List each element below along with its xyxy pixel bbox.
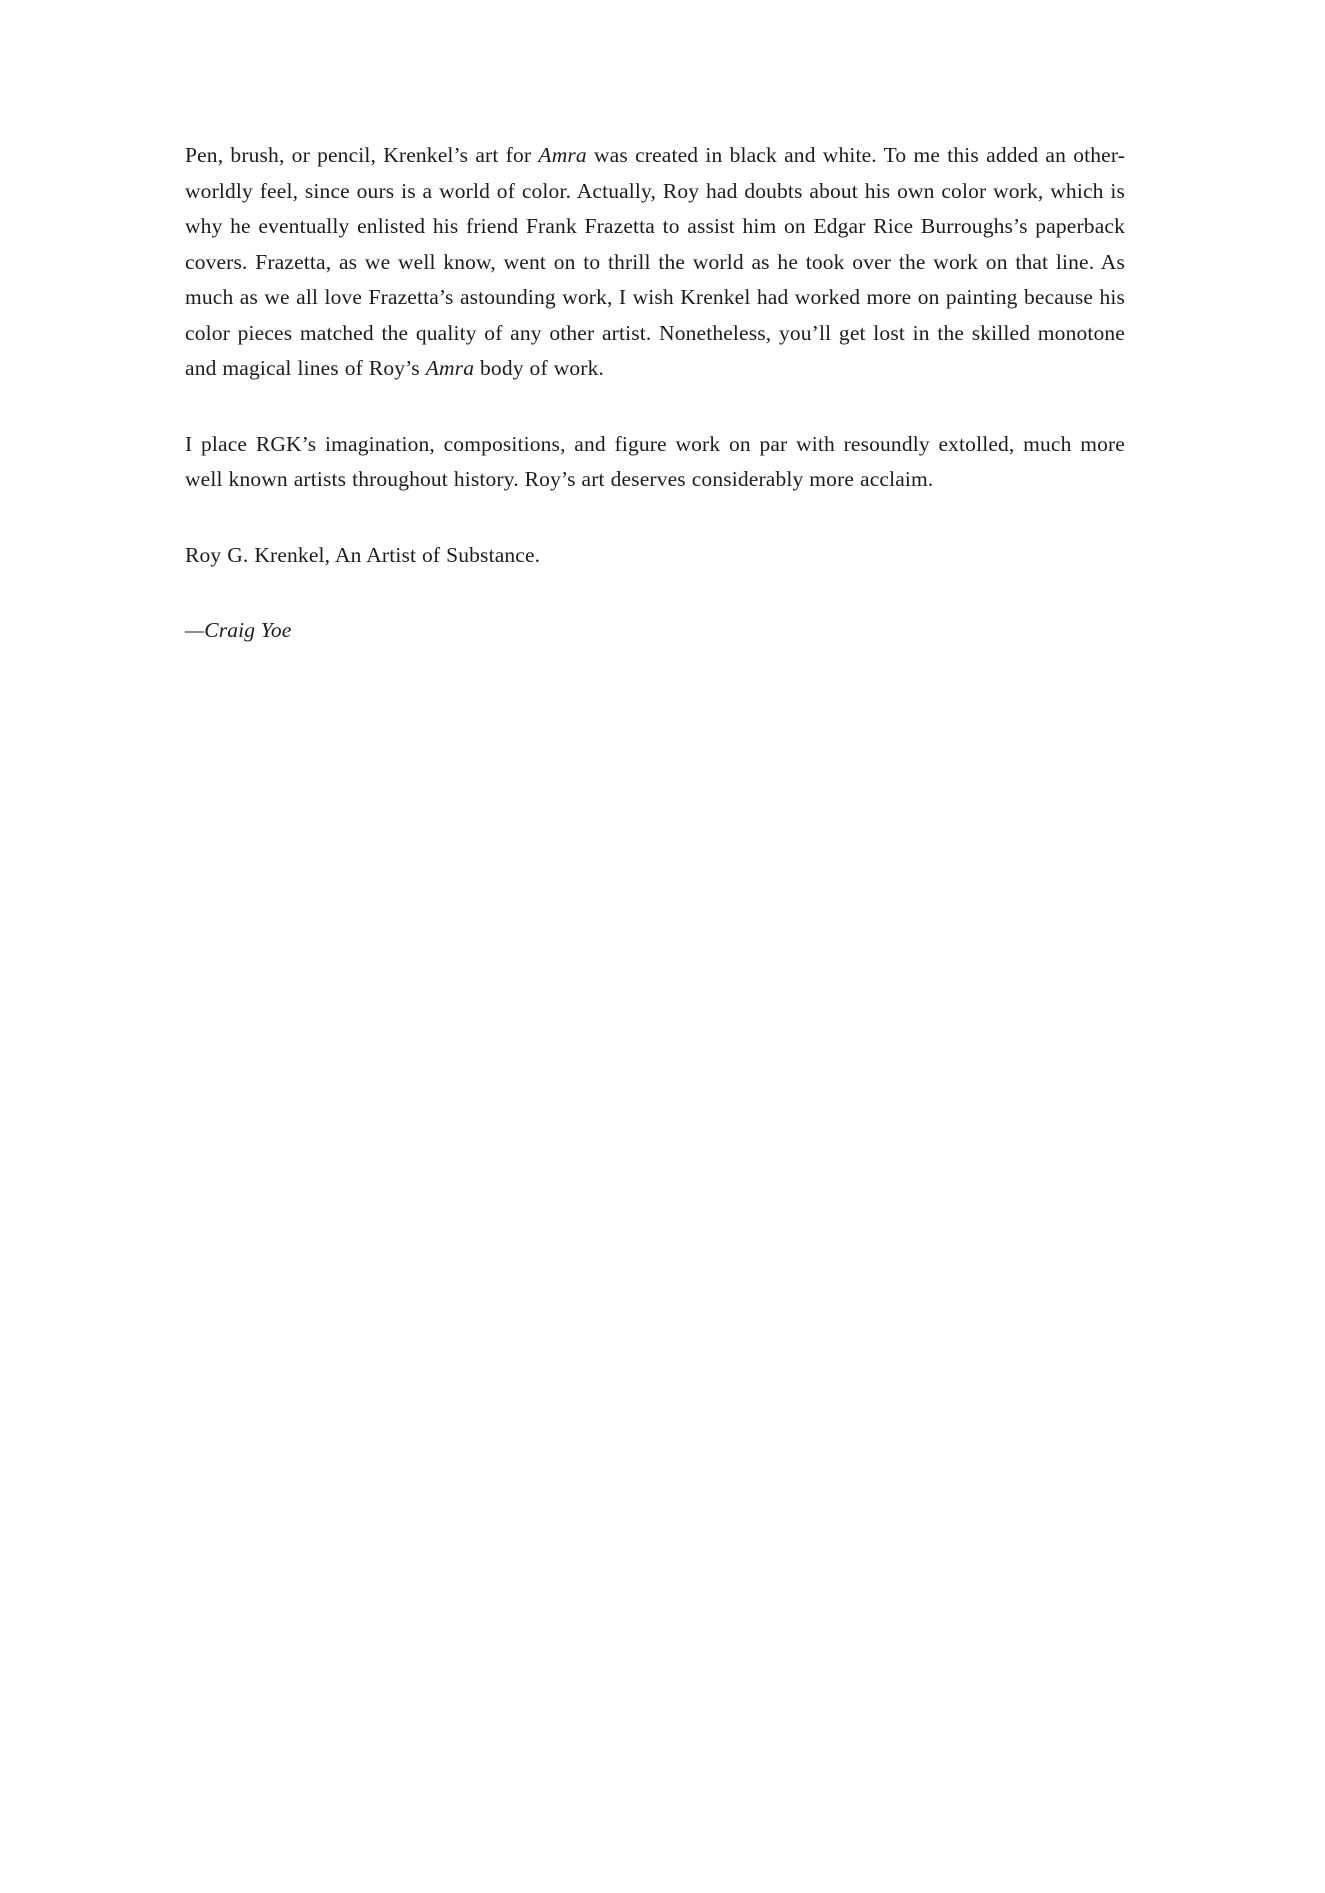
paragraph-1 — [185, 138, 1125, 387]
paragraph-3-title-line: Roy G. Krenkel, An Artist of Substance. — [185, 542, 541, 567]
paragraph-1-text-b: was created in black and white. To me this added an other-worldly feel, since ours is a world of color. Actually, Roy had doubts about his own color work, which is why he eventually enlisted his friend Frank Frazetta to assist him on Edgar Rice Burroughs’s paperback covers. Frazetta, as we well know, went on to thrill the world as he took over the work on that line. As much as we all love Frazetta’s astounding work, I wish Krenkel had worked more on painting because his color pieces matched the quality of any other artist. Nonetheless, you’ll get lost in the skilled monotone and magical lines of Roy’s — [185, 143, 1126, 380]
body-text-column — [185, 138, 1125, 649]
paragraph-1-text-c: body of work. — [474, 356, 605, 380]
paragraph-1-text-a: Pen, brush, or pencil, Krenkel’s art for — [185, 143, 539, 167]
paragraph-2: I place RGK’s imagination, compositions, and figure work on par with resoundly extolled, much more well known artists throughout history. Roy’s art deserves considerably more acclaim. — [185, 431, 1125, 491]
paragraph-1-italic-amra-2: Amra — [425, 356, 475, 380]
author-signature: —Craig Yoe — [185, 618, 292, 642]
paragraph-1-italic-amra-1: Amra — [538, 143, 587, 167]
